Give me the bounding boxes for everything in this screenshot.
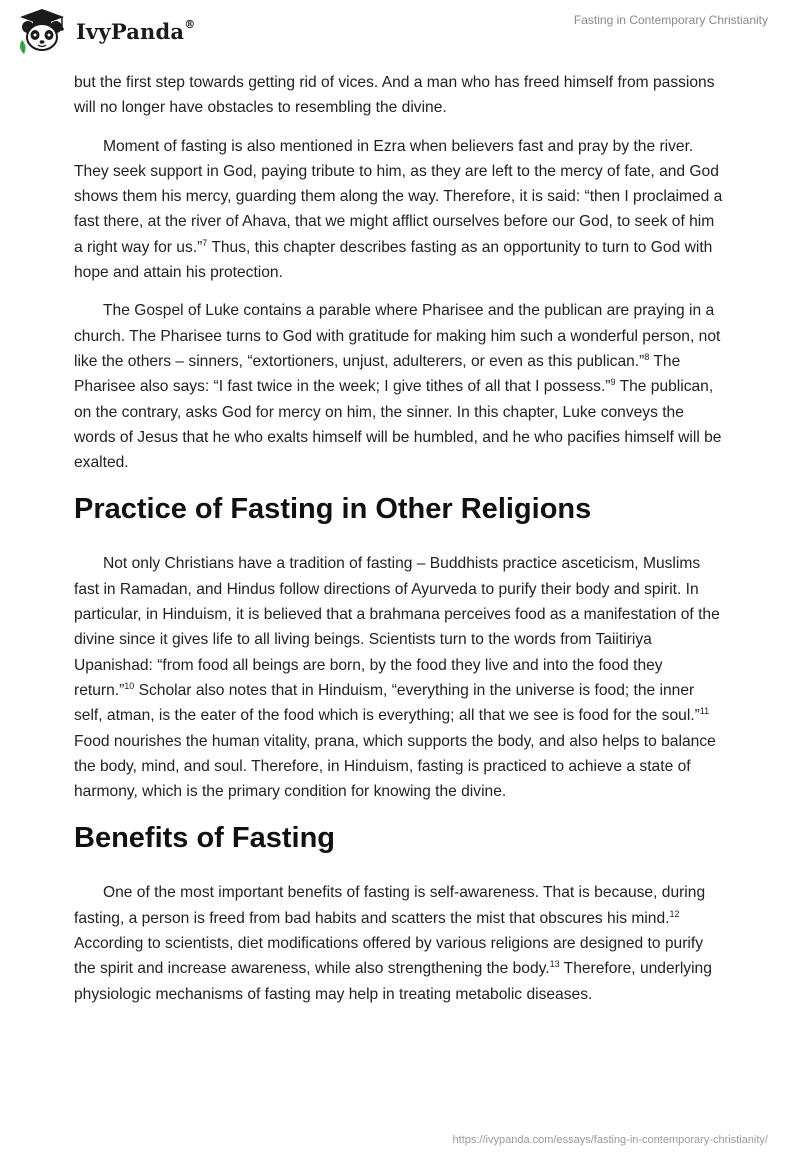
panda-logo-icon [14, 6, 70, 56]
paragraph-3-text-c: The publican, on the contrary, asks God for mercy on him, the sinner. In this chapter, Luke conveys the words of Jesus that he who exalts himself will be humbled, and he who pacifies himself will be exalted. [74, 378, 722, 472]
paragraph-4-text-b: Scholar also notes that in Hinduism, “everything in the universe is food; the inner self, atman, is the eater of the food which is everything; all that we see is food for the soul.” [74, 681, 700, 725]
paragraph-2-text-a: Moment of fasting is also mentioned in Ezra when believers fast and pray by the river. They seek support in God, paying tribute to him, as they are left to the mercy of fate, and God shows them his mercy, guarding them along the way. Therefore, it is said: “then I proclaimed a fast there, at the river of Ahava, that we might afflict ourselves before our God, to seek of him a right way for us.” [74, 137, 723, 256]
paragraph-3 [74, 298, 726, 475]
footnote-ref-8[interactable]: 8 [644, 351, 650, 362]
paragraph-5-text-b: According to scientists, diet modifications offered by various religions are designed to purify the spirit and increase awareness, while also strengthening the body. [74, 935, 703, 978]
footnote-ref-12[interactable]: 12 [669, 908, 680, 919]
paragraph-5-text-a: One of the most important benefits of fasting is self-awareness. That is because, during fasting, a person is freed from bad habits and scatters the mist that obscures his mind. [74, 884, 706, 927]
heading-benefits: Benefits of Fasting [74, 822, 336, 855]
paragraph-2 [74, 134, 726, 286]
paragraph-5 [74, 880, 726, 1006]
footnote-ref-9[interactable]: 9 [610, 377, 616, 388]
site-logo[interactable] [14, 6, 195, 56]
paragraph-4-text-c: Food nourishes the human vitality, prana, which supports the body, and also helps to balance the body, mind, and soul. Therefore, in Hinduism, fasting is practiced to achieve a state of harmony, which is the primary condition for knowing the divine. [74, 732, 716, 801]
paragraph-5-text-c: Therefore, underlying physiologic mechanisms of fasting may help in treating metabolic diseases. [74, 960, 712, 1003]
essay-content [74, 70, 726, 1020]
paragraph-4 [74, 551, 726, 804]
source-url-link[interactable]: https://ivypanda.com/essays/fasting-in-contemporary-christianity/ [452, 1134, 768, 1146]
footnote-ref-13[interactable]: 13 [549, 959, 560, 970]
registered-mark: ® [184, 17, 196, 31]
page-header [0, 0, 800, 60]
heading-other-religions: Practice of Fasting in Other Religions [74, 493, 592, 526]
paragraph-4-text-a: Not only Christians have a tradition of fasting – Buddhists practice asceticism, Muslims fast in Ramadan, and Hindus follow directions of Ayurveda to purify their body and spirit. In particular, in Hinduism, it is believed that a brahmana perceives food as a manifestation of the divine since it gives life to all living beings. Scientists turn to the words from Taiitiriya Upanishad: “from food all beings are born, by the food they live and into the food they return.” [74, 555, 720, 699]
paragraph-1: but the first step towards getting rid of vices. And a man who has freed himself from passions will no longer have obstacles to resembling the divine. [74, 74, 715, 117]
paragraph-3-text-b: The Pharisee also says: “I fast twice in the week; I give tithes of all that I possess.” [74, 352, 681, 396]
paragraph-3-text-a: The Gospel of Luke contains a parable where Pharisee and the publican are praying in a church. The Pharisee turns to God with gratitude for making him such a wonderful person, not like the others – sinners, “extortioners, unjust, adulterers, or even as this publican.” [74, 302, 721, 370]
document-title: Fasting in Contemporary Christianity [573, 13, 768, 27]
logo-wordmark: IvyPanda [76, 18, 185, 44]
footnote-ref-11[interactable]: 11 [699, 706, 710, 717]
logo-text [76, 19, 195, 44]
paragraph-2-text-b: Thus, this chapter describes fasting as an opportunity to turn to God with hope and attain his protection. [74, 238, 713, 282]
footnote-ref-10[interactable]: 10 [124, 680, 135, 691]
footnote-ref-7[interactable]: 7 [202, 237, 208, 248]
